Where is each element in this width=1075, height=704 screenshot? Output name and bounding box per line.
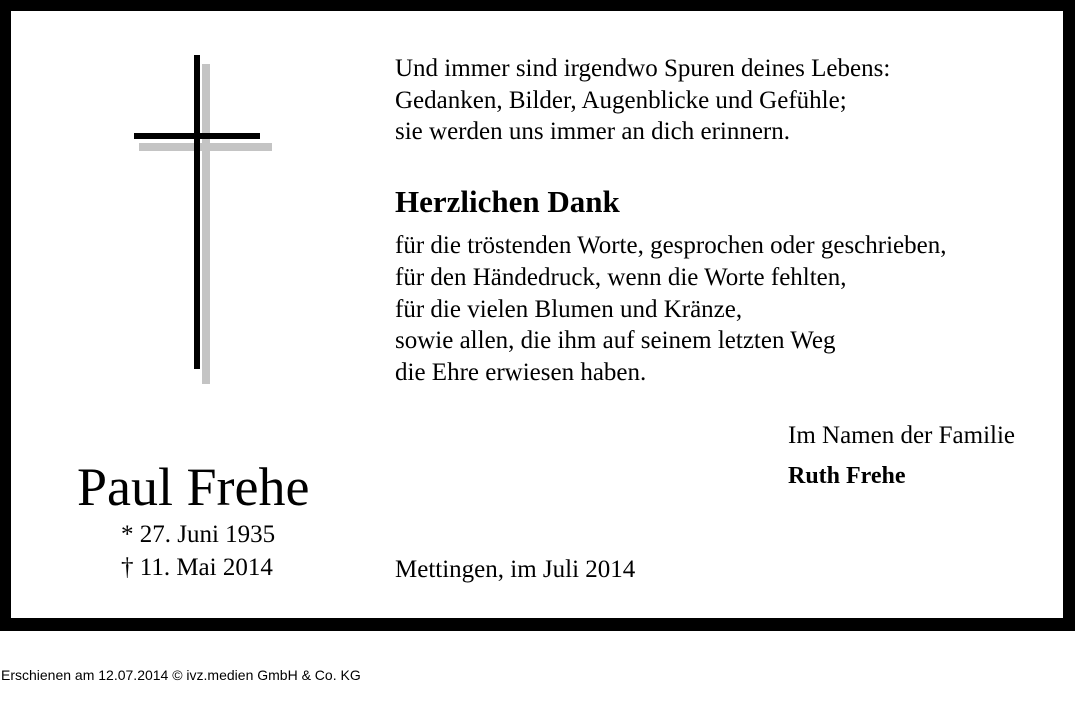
poem-line: Gedanken, Bilder, Augenblicke und Gefühle; xyxy=(395,86,847,114)
thanks-heading: Herzlichen Dank xyxy=(395,184,620,219)
thanks-line: für den Händedruck, wenn die Worte fehlten, xyxy=(395,263,847,291)
notice-card xyxy=(11,11,1063,618)
poem-text xyxy=(395,53,890,148)
deceased-name: Paul Frehe xyxy=(77,457,310,517)
birth-date: * 27. Juni 1935 xyxy=(121,521,276,548)
cross-shadow-horizontal xyxy=(139,143,272,151)
thanks-line: sowie allen, die ihm auf seinem letzten Weg xyxy=(395,327,836,355)
family-signature-name: Ruth Frehe xyxy=(788,463,906,489)
thanks-line: für die vielen Blumen und Kränze, xyxy=(395,295,743,323)
place-date: Mettingen, im Juli 2014 xyxy=(395,556,636,583)
thanks-text xyxy=(395,230,947,389)
cross-shadow-vertical xyxy=(202,64,210,384)
cross-horizontal xyxy=(134,133,260,139)
poem-line: sie werden uns immer an dich erinnern. xyxy=(395,118,791,145)
death-date: † 11. Mai 2014 xyxy=(121,554,273,581)
thanks-line: für die tröstenden Worte, gesprochen oder geschrieben, xyxy=(395,232,947,259)
cross-vertical xyxy=(194,55,200,369)
poem-line: Und immer sind irgendwo Spuren deines Lebens: xyxy=(395,55,891,82)
thanks-line: die Ehre erwiesen haben. xyxy=(395,359,647,387)
publication-footer: Erschienen am 12.07.2014 © ivz.medien GmbH & Co. KG xyxy=(1,667,361,683)
family-signature-prefix: Im Namen der Familie xyxy=(788,422,1016,449)
